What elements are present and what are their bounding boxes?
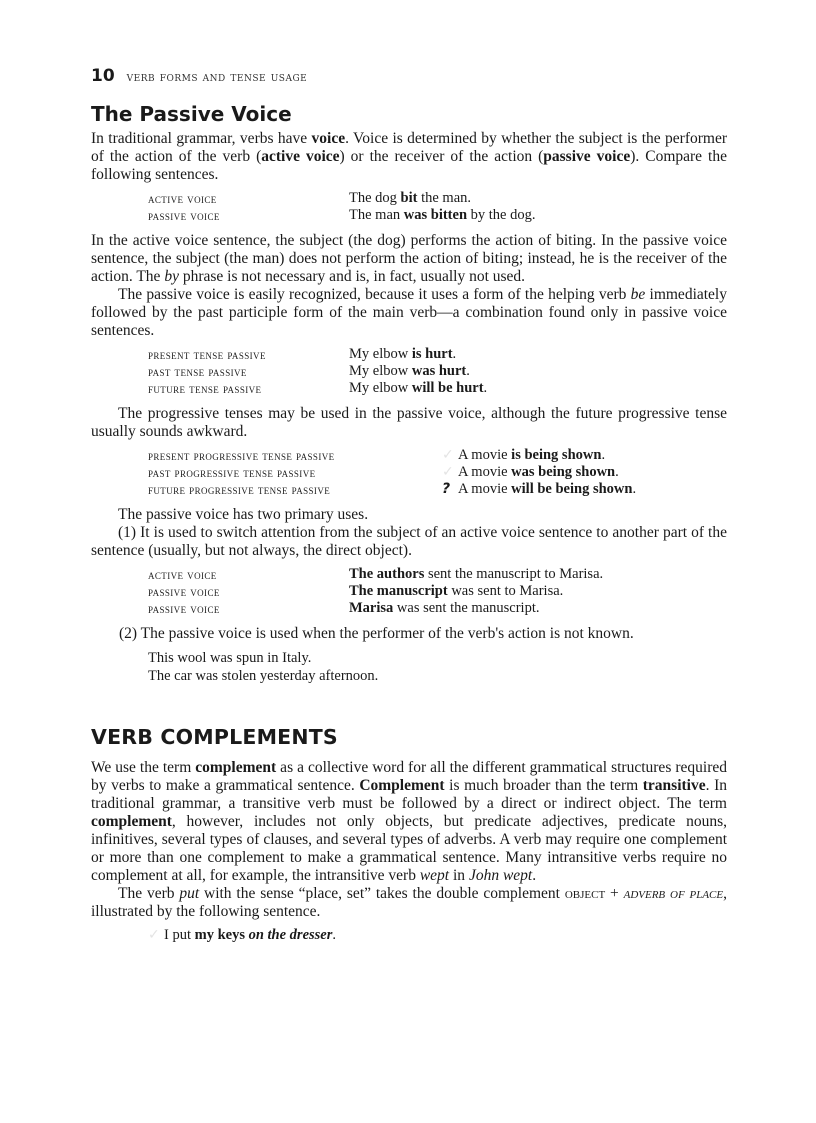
example-sentence: My elbow will be hurt. (349, 380, 488, 396)
check-icon: ✓ (442, 447, 454, 463)
example-sentence: The car was stolen yesterday afternoon. (148, 668, 379, 684)
example-label: past progressive tense passive (148, 465, 316, 480)
example-block-attention (91, 566, 727, 617)
page (91, 66, 727, 944)
check-icon: ✓ (148, 927, 160, 943)
example-row (148, 481, 727, 498)
example-label: future progressive tense passive (148, 482, 331, 497)
progressive-paragraph: The progressive tenses may be used in the passive voice, although the future progressive tense usually sounds awkward. (91, 405, 727, 440)
passive-recognition-paragraph: The passive voice is easily recognized, because it uses a form of the helping verb be immediately followed by the past participle form of the main verb—a combination found only in passive voice sentences. (91, 286, 727, 339)
example-row (148, 583, 727, 600)
example-sentence: The man was bitten by the dog. (349, 207, 536, 223)
example-label: passive voice (148, 208, 220, 223)
put-complement-paragraph: The verb put with the sense “place, set” takes the double complement object + adverb of place, illustrated by the following sentence. (91, 885, 727, 920)
passive-intro-paragraph: In traditional grammar, verbs have voice. Voice is determined by whether the subject is the performer of the action of the verb (active voice) or the receiver of the action (passive voice). Compare the following sentences. (91, 130, 727, 183)
example-sentence: ✓ A movie was being shown. (442, 464, 619, 480)
complements-definition-paragraph: We use the term complement as a collective word for all the different grammatical structures required by verbs to make a grammatical sentence. Complement is much broader than the term transitive. In traditional grammar, a transitive verb must be followed by a direct or indirect object. The term complement, however, includes not only objects, but predicate adjectives, predicate nouns, infinitives, several types of clauses, and several types of adverbs. A verb may require one complement or more than one complement to make a grammatical sentence. Many intransitive verbs require no complement at all, for example, the intransitive verb wept in John wept. (91, 759, 727, 884)
example-row (148, 363, 727, 380)
example-row (148, 207, 727, 224)
example-block-unknown-agent (91, 649, 727, 685)
example-sentence: The manuscript was sent to Marisa. (349, 583, 564, 599)
running-head (91, 66, 727, 90)
use-two-paragraph: (2) The passive voice is used when the performer of the verb's action is not known. (119, 625, 634, 642)
example-label: active voice (148, 191, 217, 206)
example-label: present progressive tense passive (148, 448, 335, 463)
uses-paragraph: The passive voice has two primary uses. (118, 506, 369, 523)
example-row (148, 600, 727, 617)
example-sentence: The dog bit the man. (349, 190, 472, 206)
section-label: verb forms and tense usage (126, 70, 308, 85)
example-row (148, 447, 727, 464)
example-row (148, 346, 727, 363)
example-label: passive voice (148, 601, 220, 616)
example-sentence: Marisa was sent the manuscript. (349, 600, 540, 616)
example-sentence: My elbow is hurt. (349, 346, 457, 362)
example-sentence: ? A movie will be being shown. (442, 481, 637, 497)
verb-complements-heading: VERB COMPLEMENTS (91, 725, 338, 749)
example-sentence: The authors sent the manuscript to Marisa. (349, 566, 604, 582)
check-icon: ✓ (442, 464, 454, 480)
example-row (148, 464, 727, 481)
example-label: present tense passive (148, 347, 266, 362)
example-label: passive voice (148, 584, 220, 599)
page-number: 10 (91, 66, 115, 86)
use-one-paragraph: (1) It is used to switch attention from the subject of an active voice sentence to another part of the sentence (usually, but not always, the direct object). (91, 524, 727, 559)
example-label: future tense passive (148, 381, 262, 396)
question-mark-icon: ? (442, 481, 451, 497)
example-row (148, 380, 727, 397)
example-block-active-passive (91, 190, 727, 224)
example-put-sentence: ✓ I put my keys on the dresser. (148, 927, 337, 943)
passive-voice-heading: The Passive Voice (91, 102, 292, 126)
example-block-progressive (91, 447, 727, 498)
passive-explanation-paragraph: In the active voice sentence, the subject (the dog) performs the action of biting. In the passive voice sentence, the subject (the man) does not perform the action of biting; instead, he is the receiver of the action. The by phrase is not necessary and is, in fact, usually not used. (91, 232, 727, 285)
example-sentence: My elbow was hurt. (349, 363, 470, 379)
example-row (148, 566, 727, 583)
example-row (148, 190, 727, 207)
example-label: active voice (148, 567, 217, 582)
example-block-tenses (91, 346, 727, 397)
example-sentence: This wool was spun in Italy. (148, 650, 312, 666)
example-sentence: ✓ A movie is being shown. (442, 447, 606, 463)
example-label: past tense passive (148, 364, 247, 379)
